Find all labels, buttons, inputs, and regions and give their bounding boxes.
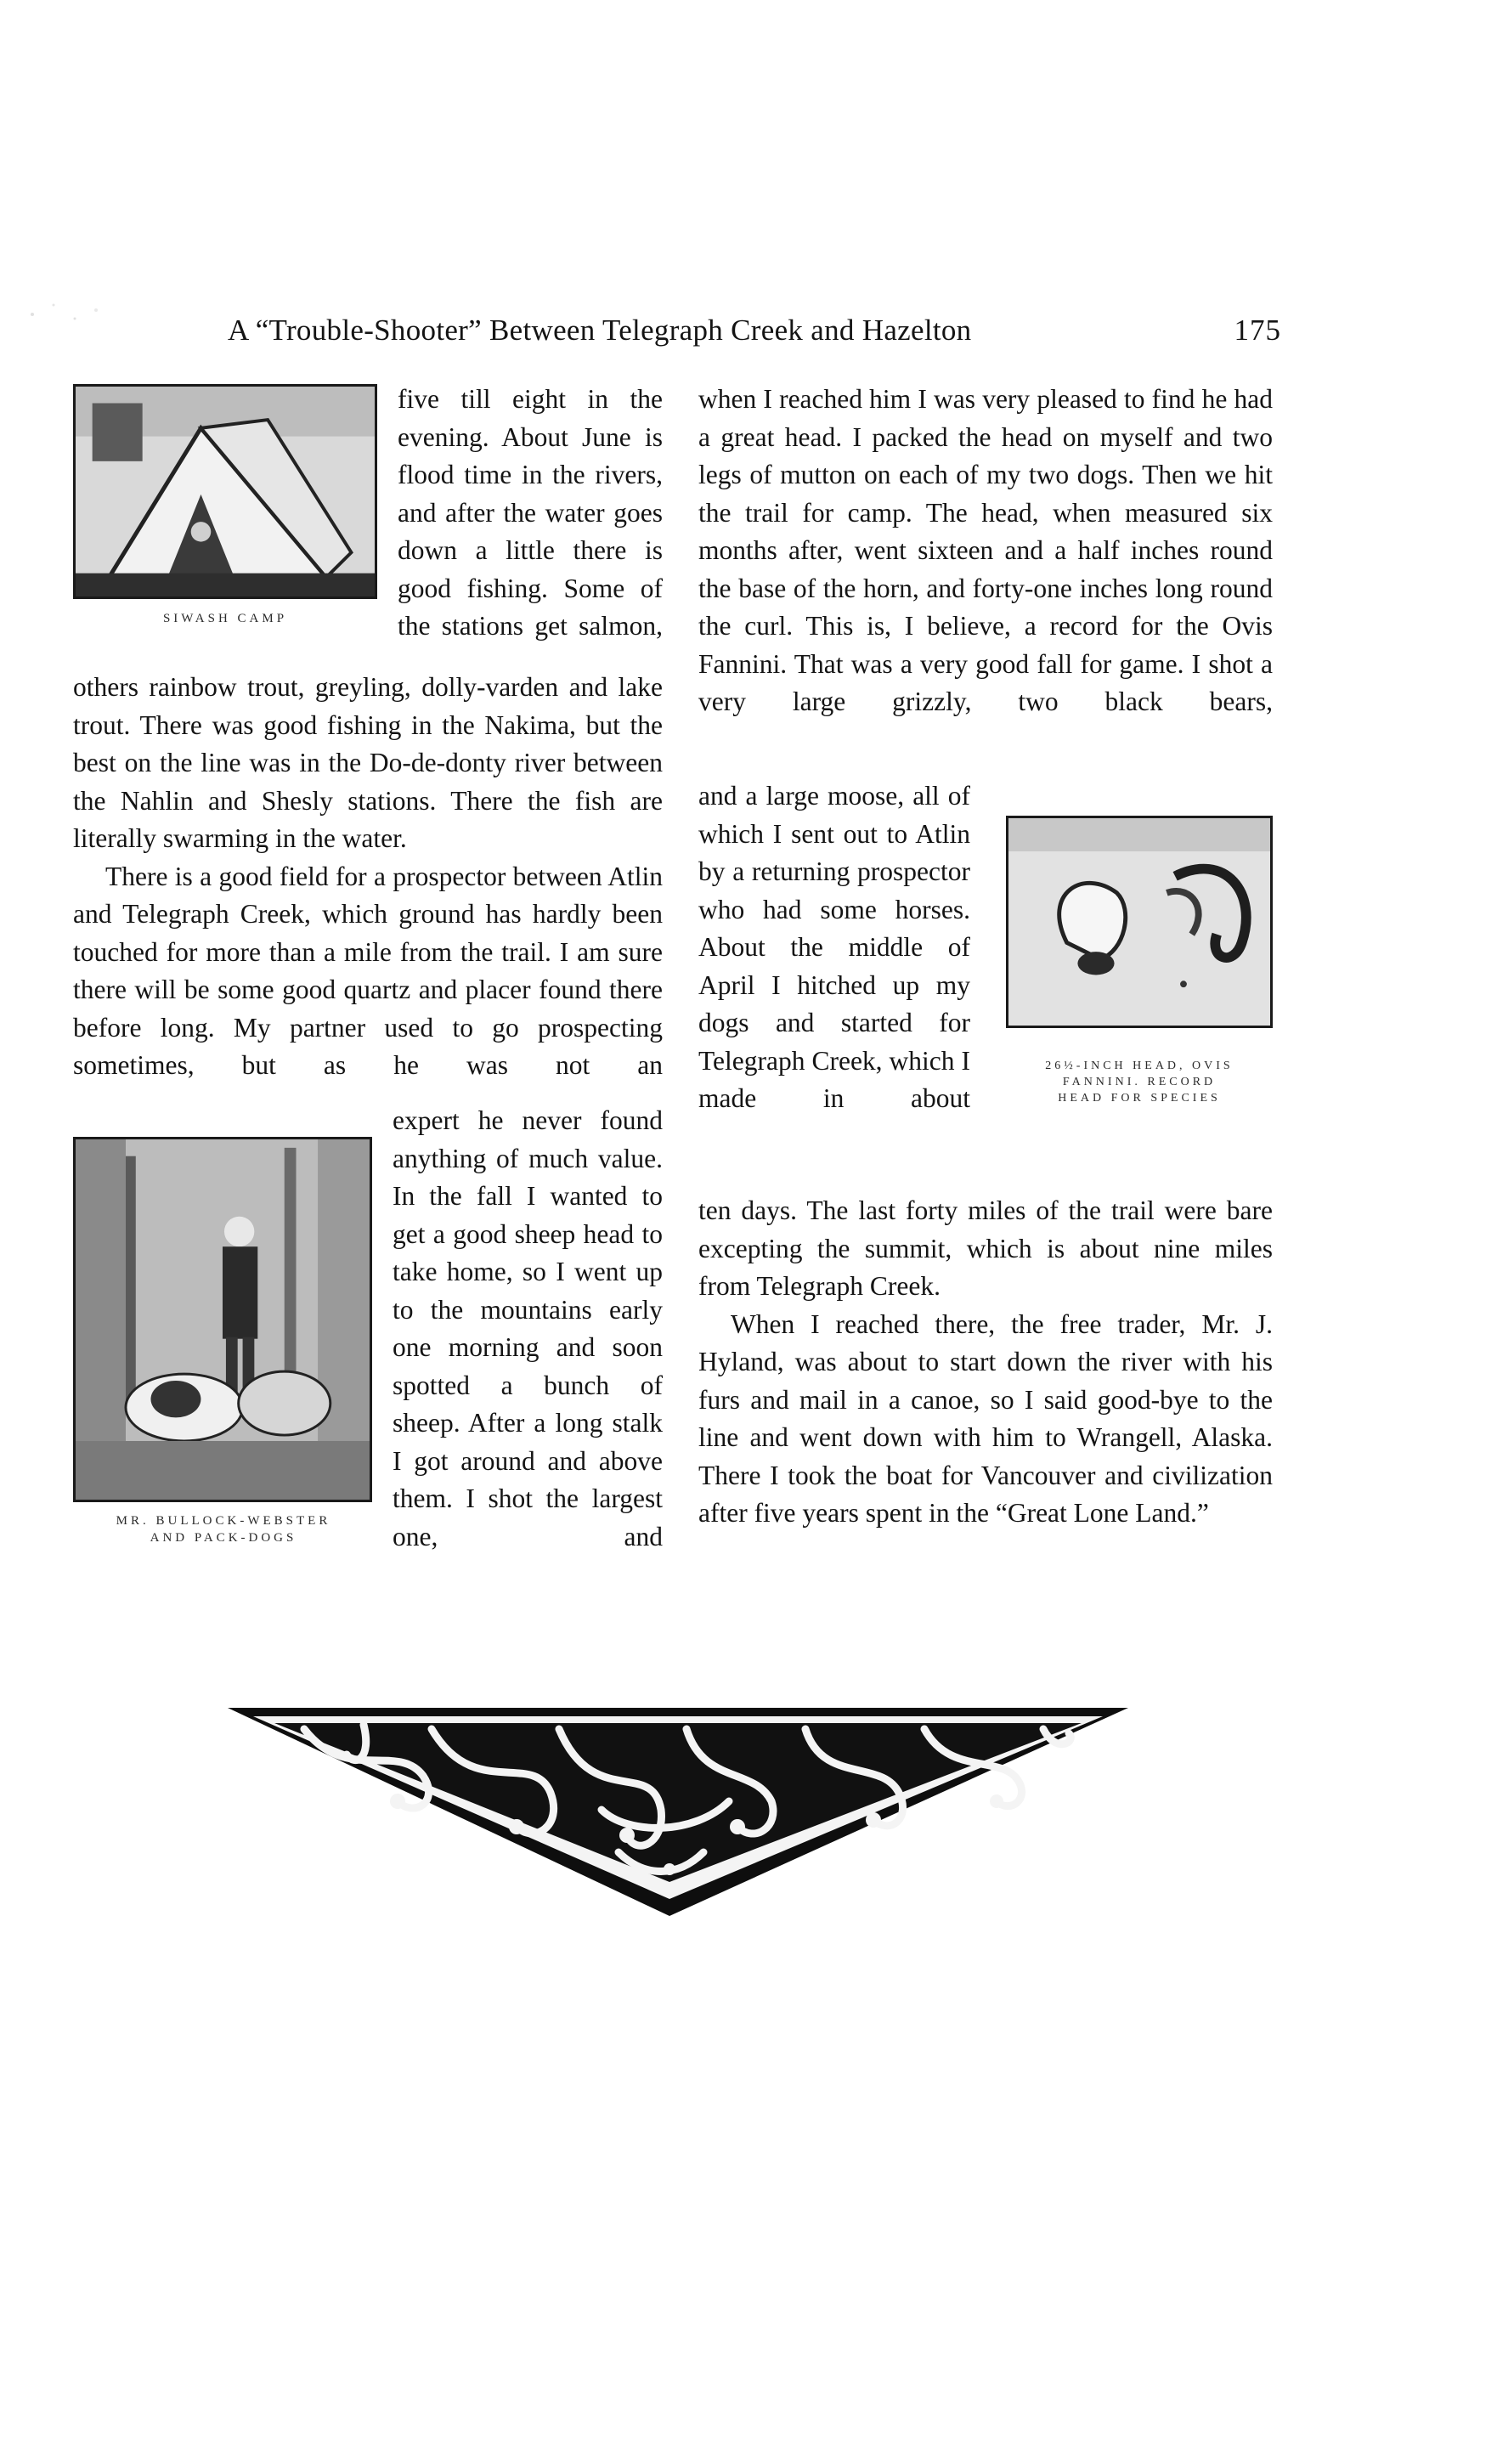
paragraph-prospecting: There is a good field for a prospector between Atlin and Telegraph Creek, which ground has hardly been touched for more than a mile from the trail. I am sure there will be some good quartz and placer found there before long. My partner used to go prospecting sometimes, but as he was not an [73,861,663,1080]
page-number: 175 [1234,314,1281,347]
right-column-block-g [698,1192,1273,1533]
pack-dogs-caption-line1: MR. BULLOCK-WEBSTER [116,1514,331,1528]
paragraph-sheep-hunt: expert he never found anything of much value. In the fall I wanted to get a good sheep head to take home, so I went up to the mountains early one morning and soon spotted a bunch of sheep. After a long stalk I got around and above them. I shot the largest one, and [393,1105,663,1551]
pack-dogs-caption [68,1512,379,1546]
paragraph-fishing-start: five till eight in the evening. About June is flood time in the rivers, and after the water goes down a little there is good fishing. Some of the stations get salmon, [398,384,663,641]
decorative-tailpiece [228,1708,1128,1916]
camp-photo [73,384,377,599]
ram-head-caption [986,1058,1293,1106]
paragraph-wrangell: When I reached there, the free trader, Mr. J. Hyland, was about to start down the river with his furs and mail in a canoe, so I said good-bye to the line and went down with him to Wrangell, Alaska. There I took the boat for Vancouver and civilization after five years spent in the “Great Lone Land.” [698,1308,1273,1528]
camp-caption: SIWASH CAMP [162,612,288,625]
page-smudge [15,293,109,336]
paragraph-record-head: when I reached him I was very pleased to find he had a great head. I packed the head on myself and two legs of mutton on each of my two dogs. Then we hit the trail for camp. The head, when measured six months after, went sixteen and a half inches round the base of the horn, and forty-one inches long round the curl. This is, I believe, a record for the Ovis Fannini. That was a very good fall for game. I shot a very large grizzly, two black bears, [698,384,1273,716]
left-column-block-d [393,1102,663,1556]
ram-head-caption-line1: 26½-INCH HEAD, OVIS [1045,1060,1234,1072]
left-column-block-b [73,669,663,1085]
ram-head-photo [1006,816,1273,1028]
running-title: A “Trouble-Shooter” Between Telegraph Creek and Hazelton [228,314,972,347]
right-column-block-e [698,381,1273,721]
right-column-block-f [698,777,970,1118]
pack-dogs-photo [73,1137,372,1502]
paragraph-fishing-end: others rainbow trout, greyling, dolly-varden and lake trout. There was good fishing in the Nakima, but the best on the line was in the Do-de-donty river between the Nahlin and Shesly stations. There the fish are literally swarming in the water. [73,672,663,853]
paragraph-moose-and-return: and a large moose, all of which I sent out to Atlin by a returning prospector who had some horses. About the middle of April I hitched up my dogs and started for Telegraph Creek, which I made in about [698,781,970,1113]
left-column-block-a [398,381,663,646]
ram-head-caption-line3: HEAD FOR SPECIES [1058,1092,1221,1105]
paragraph-trail-end: ten days. The last forty miles of the trail were bare excepting the summit, which is about nine miles from Telegraph Creek. [698,1195,1273,1301]
pack-dogs-caption-line2: AND PACK-DOGS [150,1531,297,1545]
ram-head-caption-line2: FANNINI. RECORD [1062,1076,1217,1088]
running-head [228,308,1281,353]
